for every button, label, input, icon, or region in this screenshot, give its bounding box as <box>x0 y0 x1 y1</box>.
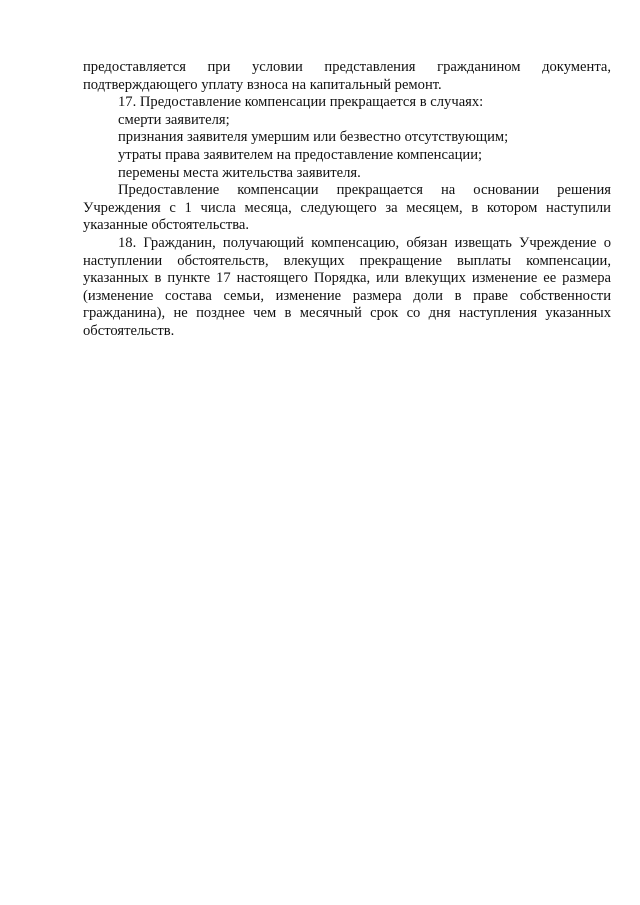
paragraph-termination-basis: Предоставление компенсации прекращается на основании решения Учреждения с 1 числа месяца, следующего за месяцем, в котором наступили указанные обстоятельства. <box>83 182 611 234</box>
paragraph-item-17: 17. Предоставление компенсации прекращается в случаях: <box>118 94 484 111</box>
document-page <box>83 59 611 341</box>
paragraph-item-18: 18. Гражданин, получающий компенсацию, обязан извещать Учреждение о наступлении обстоятельств, влекущих прекращение выплаты компенсации, указанных в пункте 17 настоящего Порядка, или влекущих изменение ее размера (изменение состава семьи, изменение размера доли в праве собственности гражданина), не позднее чем в месячный срок со дня наступления указанных обстоятельств. <box>83 234 611 339</box>
list-item-loss-of-right: утраты права заявителем на предоставление компенсации; <box>118 146 483 163</box>
list-item-declared-dead: признания заявителя умершим или безвестно отсутствующим; <box>118 129 509 146</box>
list-item-change-of-residence: перемены места жительства заявителя. <box>118 164 361 181</box>
paragraph-continuation: предоставляется при условии представления гражданином документа, подтверждающего уплату взноса на капитальный ремонт. <box>83 59 611 93</box>
list-item-death: смерти заявителя; <box>118 111 230 128</box>
